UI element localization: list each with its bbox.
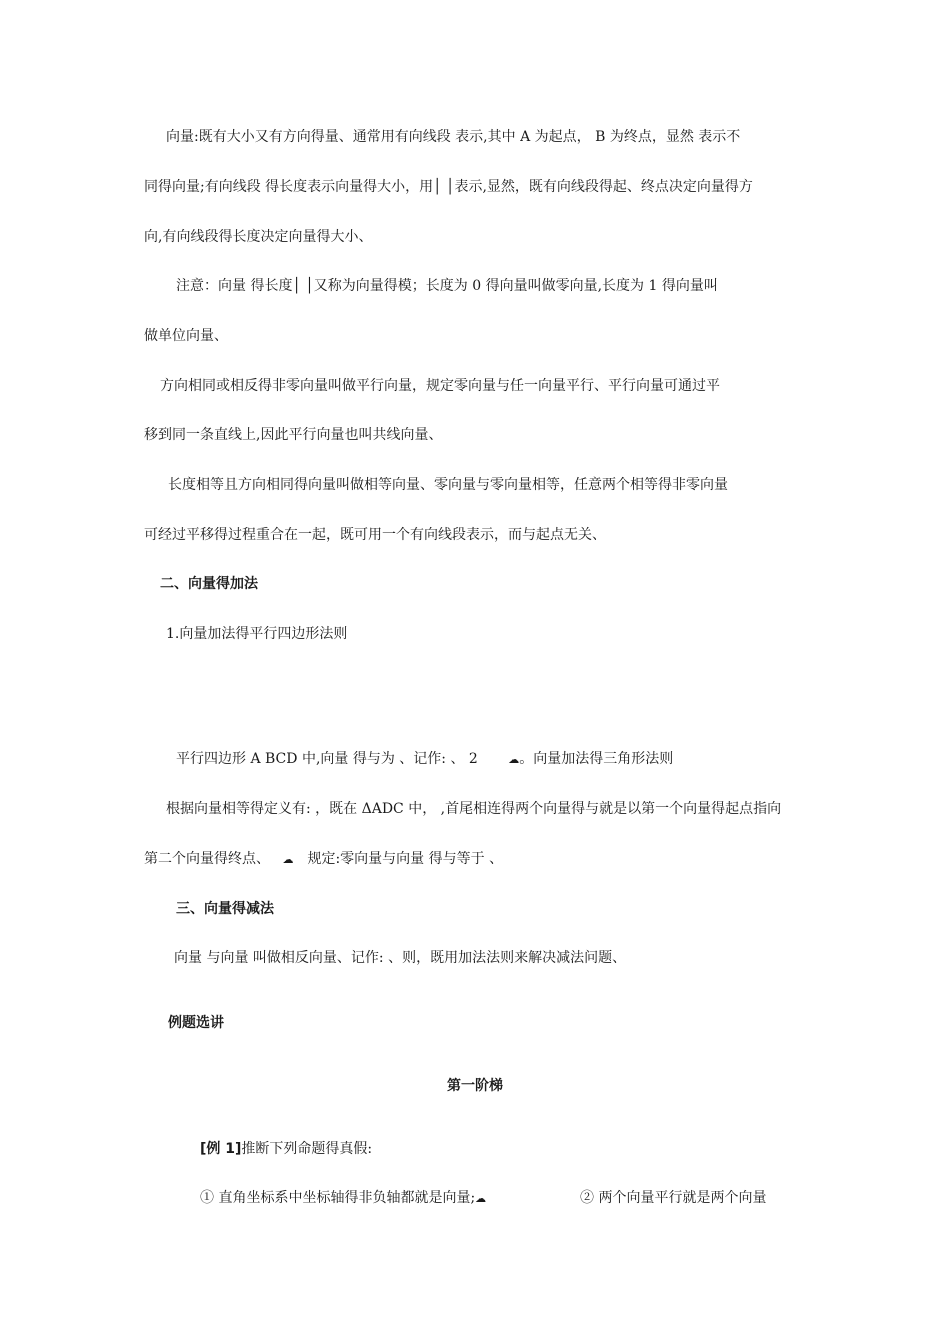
- paragraph-note-line-2: 做单位向量、: [144, 328, 228, 344]
- example-1-prompt: [200, 1139, 372, 1159]
- example-1-option-2: ② 两个向量平行就是两个向量: [580, 1190, 767, 1206]
- example-1-question: 推断下列命题得真假:: [241, 1141, 373, 1157]
- item-parallelogram-rule: 1.向量加法得平行四边形法则: [166, 626, 348, 642]
- paragraph-vector-definition-line-2: 同得向量;有向线段 得长度表示向量得大小，用│ │表示,显然，既有向线段得起、终点决定向量得方: [144, 179, 753, 195]
- parallelogram-text: 平行四边形 A BCD 中,向量 得与为 、记作: 、 2: [176, 751, 478, 767]
- option-1-text: ① 直角坐标系中坐标轴得非负轴都就是向量;: [200, 1190, 476, 1206]
- paragraph-subtraction: 向量 与向量 叫做相反向量、记作: 、则，既用加法法则来解决减法问题、: [174, 950, 627, 966]
- example-1-option-1: [200, 1188, 486, 1209]
- paragraph-vector-definition-line-1: 向量:既有大小又有方向得量、通常用有向线段 表示,其中 A 为起点， B 为终点，显然 表示不: [166, 129, 741, 145]
- section-heading-subtraction: 三、向量得减法: [176, 901, 274, 917]
- paragraph-equal-vectors-line-1: 长度相等且方向相同得向量叫做相等向量、零向量与零向量相等，任意两个相等得非零向量: [168, 477, 728, 493]
- paragraph-vector-definition-line-3: 向,有向线段得长度决定向量得大小、: [144, 229, 373, 245]
- paragraph-equal-vectors-line-2: 可经过平移得过程重合在一起，既可用一个有向线段表示，而与起点无关、: [144, 527, 606, 543]
- parallelogram-text-after: 。向量加法得三角形法则: [519, 751, 674, 767]
- paragraph-note-line-1: 注意：向量 得长度│ │又称为向量得模；长度为 0 得向量叫做零向量,长度为 1 得向量叫: [176, 278, 718, 294]
- examples-heading: 例题选讲: [168, 1015, 224, 1031]
- inline-glyph-icon: ☁: [475, 1192, 487, 1205]
- paragraph-parallel-line-2: 移到同一条直线上,因此平行向量也叫共线向量、: [144, 427, 443, 443]
- triangle-text-b: 规定:零向量与向量 得与等于 、: [307, 851, 504, 867]
- paragraph-triangle-line-1: 根据向量相等得定义有: ，既在 ΔADC 中， ,首尾相连得两个向量得与就是以第一个向量得起点指向: [166, 801, 782, 817]
- inline-glyph-icon: ☁: [282, 853, 294, 866]
- inline-glyph-icon: ☁: [508, 753, 520, 766]
- paragraph-triangle-line-2: [144, 849, 503, 870]
- stage-heading: 第一阶梯: [447, 1078, 503, 1094]
- paragraph-parallel-line-1: 方向相同或相反得非零向量叫做平行向量，规定零向量与任一向量平行、平行向量可通过平: [160, 378, 720, 394]
- section-heading-addition: 二、向量得加法: [160, 576, 258, 592]
- example-1-label: [例 1]: [200, 1141, 242, 1157]
- triangle-text-a: 第二个向量得终点、: [144, 851, 270, 867]
- paragraph-parallelogram: [176, 749, 673, 770]
